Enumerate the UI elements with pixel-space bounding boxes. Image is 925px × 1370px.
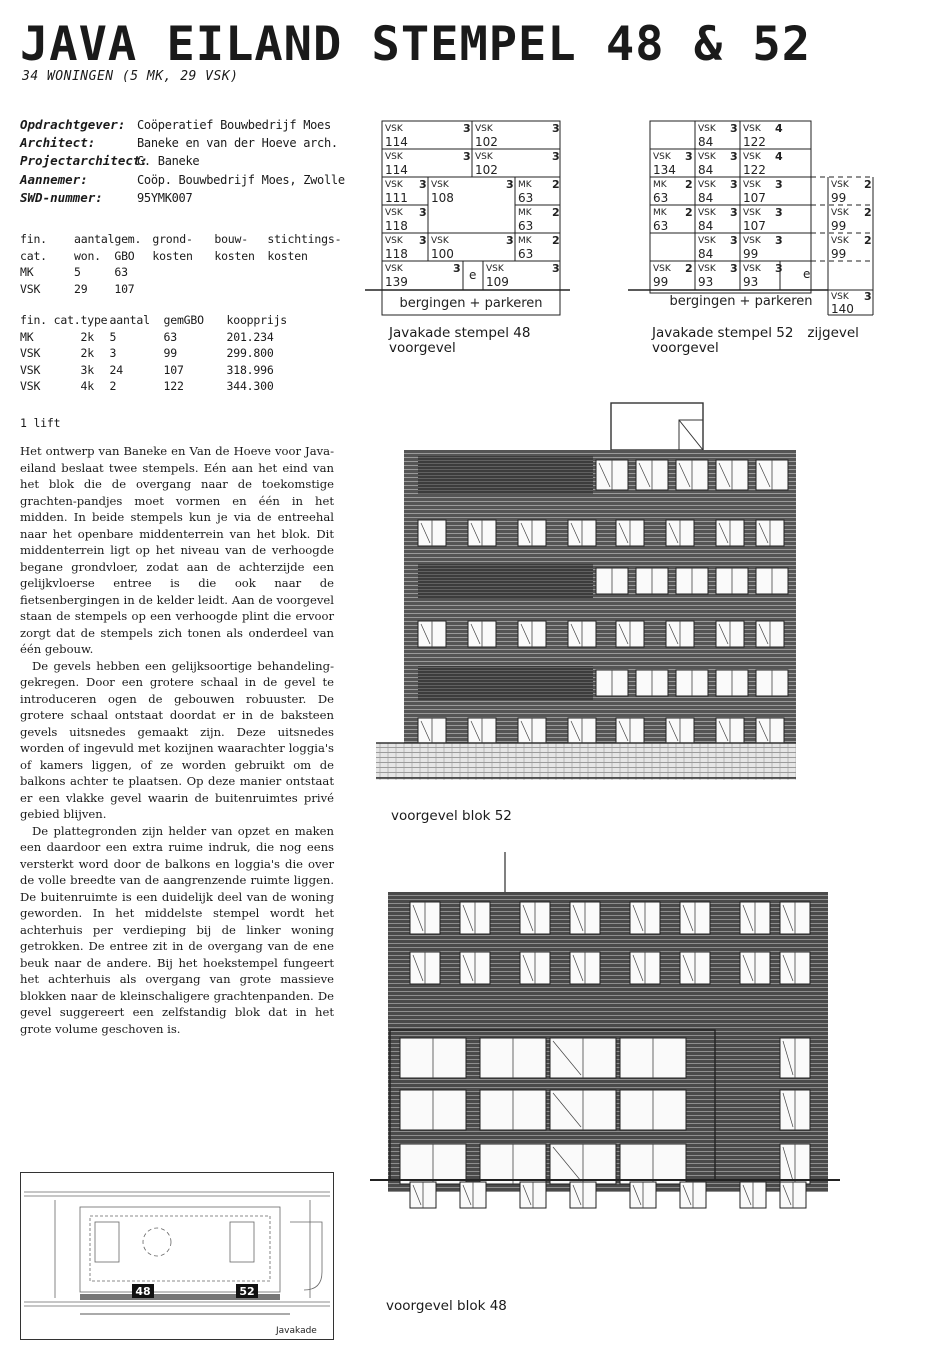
table-header: cat. <box>20 248 47 263</box>
table-cell: 107 <box>163 362 184 377</box>
credit-value: Coöp. Bouwbedrijf Moes, Zwolle <box>137 172 345 187</box>
credit-label: Projectarchitect: <box>20 153 148 169</box>
caption-line: voorgevel <box>389 340 456 356</box>
unit-cat: VSK <box>698 208 716 218</box>
base-label: bergingen + parkeren <box>669 294 813 309</box>
table-cell: 299.800 <box>226 346 274 360</box>
loggia-panel <box>418 564 593 598</box>
table-cell: 2 <box>109 379 117 393</box>
table-cell: 29 <box>74 281 88 296</box>
table-cell: 344.300 <box>226 379 274 393</box>
caption-line <box>652 326 859 341</box>
table-cell: 107 <box>114 281 135 296</box>
unit-area: 99 <box>743 247 759 261</box>
unit-cat: VSK <box>431 236 449 246</box>
credit-label: SWD-nummer: <box>20 189 103 205</box>
unit-area: 140 <box>831 302 854 316</box>
unit-area: 63 <box>653 219 669 233</box>
table-row <box>20 379 287 396</box>
credit-value: Coöperatief Bouwbedrijf Moes <box>137 118 331 132</box>
table-row <box>20 346 287 363</box>
unit-area: 114 <box>385 135 408 149</box>
unit-area: 118 <box>385 219 408 233</box>
unit-area: 99 <box>831 191 847 205</box>
unit-rooms: 3 <box>419 178 427 191</box>
unit-rooms: 3 <box>453 262 461 275</box>
table-cell: 24 <box>109 362 123 377</box>
unit-cat: VSK <box>385 208 403 218</box>
table-cell: 2k <box>80 346 94 360</box>
unit-rooms: 3 <box>775 234 783 247</box>
section-diagram-48 <box>365 118 570 327</box>
unit-cat: VSK <box>431 180 449 190</box>
table-cell: 5 <box>74 265 81 279</box>
unit-area: 134 <box>653 163 676 177</box>
credit-value: Baneke en van der Hoeve arch. <box>137 136 338 151</box>
table-cell: VSK <box>20 346 41 360</box>
unit-rooms: 2 <box>864 234 872 247</box>
table-row <box>20 330 287 347</box>
unit-rooms: 3 <box>730 262 738 275</box>
table-row <box>20 265 341 282</box>
table-header: fin. <box>20 232 47 246</box>
body-text <box>20 443 334 1037</box>
unit-rooms: 3 <box>730 122 738 135</box>
unit-rooms: 2 <box>685 206 693 219</box>
unit-cat: VSK <box>475 124 493 134</box>
unit-cat: VSK <box>385 236 403 246</box>
unit-rooms: 2 <box>685 262 693 275</box>
project-credits <box>20 116 345 207</box>
paragraph: De plattegronden zijn helder van opzet en maken een daardoor een extra ruime indruk, die nog eens versterkt word door de balkons en loggia's die over de volle breedte van de aangrenzende ruimte liggen. De buitenruimte is een duidelijk deel van de woning geworden. In het middelste stempel wordt het achterhuis per verdieping bij de linker woning getrokken. De entree zit in de overgang van de ene beuk naar de andere. Bij het hoekstempel fungeert het achterhuis als overgang van grote massieve blokken naar de kleinschaligere grachtenpanden. De gevel suggereert een zelfstandig blok dat in het grote volume geschoven is. <box>20 823 334 1036</box>
unit-cat: MK <box>518 208 532 218</box>
price-table <box>20 313 287 396</box>
unit-area: 93 <box>743 275 759 289</box>
facade-drawing-48 <box>370 852 840 1286</box>
unit-cat: VSK <box>743 180 761 190</box>
page-subtitle: 34 WONINGEN (5 MK, 29 VSK) <box>22 69 239 84</box>
caption-line: voorgevel <box>652 340 719 356</box>
table-header: kosten <box>267 248 308 263</box>
table-cell: 63 <box>114 265 128 279</box>
credit-label: Opdrachtgever: <box>20 117 126 132</box>
unit-rooms: 3 <box>506 234 514 247</box>
caption-line: Javakade stempel 48 <box>389 325 531 341</box>
table-header: gem. <box>114 232 142 246</box>
side-facade-label: zijgevel <box>807 325 859 341</box>
unit-area: 84 <box>698 191 714 205</box>
unit-cat: MK <box>653 208 667 218</box>
unit-area: 122 <box>743 163 766 177</box>
unit-rooms: 3 <box>730 178 738 191</box>
unit-area: 108 <box>431 191 454 205</box>
unit-area: 84 <box>698 135 714 149</box>
unit-cat: VSK <box>743 208 761 218</box>
unit-cat: VSK <box>653 264 671 274</box>
unit-cat: VSK <box>831 180 849 190</box>
unit-rooms: 2 <box>552 178 560 191</box>
unit-area: 114 <box>385 163 408 177</box>
unit-rooms: 3 <box>552 262 560 275</box>
unit-rooms: 3 <box>775 262 783 275</box>
unit-rooms: 2 <box>864 206 872 219</box>
table-header: bouw- <box>214 232 248 246</box>
table-cell: 201.234 <box>226 329 274 344</box>
unit-area: 109 <box>486 275 509 289</box>
table-header: grond- <box>152 232 193 246</box>
table-cell: 3 <box>109 346 117 360</box>
table-header: aantal <box>74 232 115 246</box>
credit-row <box>20 152 345 170</box>
table-cell: 122 <box>163 379 184 393</box>
table-row <box>20 363 287 380</box>
cost-table <box>20 232 341 298</box>
unit-rooms: 3 <box>419 234 427 247</box>
table-header-row <box>20 313 287 330</box>
table-header: kosten <box>152 248 193 263</box>
unit-cat: VSK <box>831 208 849 218</box>
facade-drawing-52 <box>376 398 796 784</box>
diagram-52-caption <box>652 326 859 356</box>
unit-rooms: 3 <box>730 206 738 219</box>
unit-rooms: 3 <box>730 234 738 247</box>
unit-rooms: 3 <box>463 150 471 163</box>
table-cell: 3k <box>80 362 94 377</box>
unit-cat: VSK <box>831 236 849 246</box>
unit-cat: VSK <box>698 152 716 162</box>
site-map <box>20 1172 336 1346</box>
loggia-panel <box>418 666 593 700</box>
table-header: fin. cat. <box>20 313 81 327</box>
unit-cat: VSK <box>698 124 716 134</box>
loggia-panel <box>418 456 593 494</box>
facade-52-caption: voorgevel blok 52 <box>391 808 512 824</box>
unit-area: 99 <box>653 275 669 289</box>
unit-area: 107 <box>743 191 766 205</box>
unit-area: 107 <box>743 219 766 233</box>
table-cell: 2k <box>80 329 94 344</box>
map-label-48: 48 <box>135 1285 151 1298</box>
lift-note: 1 lift <box>20 416 61 430</box>
unit-rooms: 3 <box>685 150 693 163</box>
table-header: stichtings- <box>267 232 342 246</box>
table-header: GBO <box>114 248 135 263</box>
table-cell: 4k <box>80 379 94 393</box>
unit-cat: VSK <box>698 236 716 246</box>
unit-rooms: 2 <box>685 178 693 191</box>
table-cell: 63 <box>163 329 177 344</box>
unit-area: 93 <box>698 275 714 289</box>
section-diagram-52 <box>628 118 878 327</box>
caption-text: Javakade stempel 52 <box>652 325 794 341</box>
entrance-label: e <box>803 267 811 281</box>
credit-value: G. Baneke <box>137 154 200 169</box>
unit-cat: VSK <box>743 264 761 274</box>
table-header: won. <box>74 248 101 263</box>
unit-cat: VSK <box>653 152 671 162</box>
unit-cat: MK <box>518 180 532 190</box>
table-cell: 99 <box>163 346 177 360</box>
paragraph: Het ontwerp van Baneke en Van de Hoeve voor Java-eiland beslaat twee stempels. Eén aan het eind van het blok die de overgang naar de toekomstige grachten-pandjes moet vormen en één in het midden. In beide stempels kun je via de entreehal naar het openbare middenterrein van het blok. Dit middenterrein ligt op het niveau van de verhoogde begane grondvloer, zodat aan de achterzijde een gelijkvloerse entree is die ook naar de fietsenbergingen in de kelder leidt. Aan de voorgevel staan de stempels op een verhoogde plint die ervoor zorgt dat de stempels zich tonen als onderdeel van één gebouw. <box>20 444 334 656</box>
unit-area: 100 <box>431 247 454 261</box>
unit-rooms: 3 <box>552 122 560 135</box>
unit-rooms: 3 <box>730 150 738 163</box>
base-label: bergingen + parkeren <box>399 296 543 311</box>
map-street-label: Javakade <box>276 1326 317 1336</box>
table-row <box>20 282 341 299</box>
table-header: gemGBO <box>163 313 204 327</box>
credit-value: 95YMK007 <box>137 190 193 205</box>
credit-row <box>20 189 345 207</box>
unit-area: 99 <box>831 219 847 233</box>
page-title: JAVA EILAND STEMPEL 48 & 52 <box>20 17 812 72</box>
table-cell: 5 <box>109 329 117 344</box>
credit-row <box>20 116 345 134</box>
unit-area: 118 <box>385 247 408 261</box>
unit-area: 63 <box>518 247 534 261</box>
diagram-48-caption <box>389 326 530 356</box>
unit-cat: VSK <box>486 264 504 274</box>
unit-area: 63 <box>653 191 669 205</box>
table-cell: VSK <box>20 281 41 296</box>
unit-area: 84 <box>698 163 714 177</box>
unit-cat: VSK <box>385 264 403 274</box>
credit-label: Architect: <box>20 135 96 151</box>
table-header: kosten <box>214 248 255 263</box>
unit-area: 99 <box>831 247 847 261</box>
unit-area: 102 <box>475 135 498 149</box>
map-label-52: 52 <box>239 1285 255 1298</box>
unit-cat: VSK <box>698 264 716 274</box>
unit-cat: VSK <box>385 152 403 162</box>
unit-cat: VSK <box>385 180 403 190</box>
unit-area: 102 <box>475 163 498 177</box>
unit-cat: MK <box>518 236 532 246</box>
unit-area: 122 <box>743 135 766 149</box>
unit-rooms: 3 <box>552 150 560 163</box>
unit-rooms: 3 <box>463 122 471 135</box>
facade-48-caption: voorgevel blok 48 <box>386 1298 507 1314</box>
table-header-row <box>20 232 341 249</box>
unit-rooms: 3 <box>864 290 872 303</box>
credit-row <box>20 171 345 189</box>
unit-cat: VSK <box>743 152 761 162</box>
paragraph: De gevels hebben een gelijksoortige behandeling-gekregen. Door een grotere schaal in de gevel te introduceren ogen de gebouwen robuuster. De grotere schaal ontstaat doordat er in de baksteen gevels uitsnedes gemaakt zijn. Deze uitsnedes worden of ingevuld met kozijnen waarachter loggia's of kamers liggen, of ze worden gebruikt om de balkons achter te plaatsen. Op deze manier ontstaat er een vlakke gevel waarin de buitenruimtes privé gebied blijven. <box>20 658 334 821</box>
unit-area: 84 <box>698 219 714 233</box>
unit-cat: VSK <box>698 180 716 190</box>
unit-cat: VSK <box>475 152 493 162</box>
table-cell: VSK <box>20 379 41 393</box>
table-header: type <box>80 313 108 327</box>
unit-cat: VSK <box>743 236 761 246</box>
table-cell: MK <box>20 265 34 279</box>
credit-label: Aannemer: <box>20 171 88 187</box>
unit-area: 84 <box>698 247 714 261</box>
credit-row <box>20 134 345 152</box>
unit-area: 139 <box>385 275 408 289</box>
table-cell: VSK <box>20 362 41 377</box>
unit-cat: MK <box>653 180 667 190</box>
unit-cat: VSK <box>385 124 403 134</box>
entrance-label: e <box>469 268 477 282</box>
unit-area: 63 <box>518 219 534 233</box>
table-header-row <box>20 249 341 266</box>
unit-rooms: 2 <box>552 206 560 219</box>
unit-rooms: 3 <box>419 206 427 219</box>
table-header: aantal <box>109 313 150 327</box>
table-header: koopprijs <box>226 313 288 327</box>
unit-rooms: 4 <box>775 150 783 163</box>
unit-rooms: 2 <box>552 234 560 247</box>
unit-area: 63 <box>518 191 534 205</box>
unit-cat: VSK <box>743 124 761 134</box>
unit-rooms: 3 <box>775 206 783 219</box>
unit-rooms: 3 <box>506 178 514 191</box>
unit-rooms: 2 <box>864 178 872 191</box>
unit-cat: VSK <box>831 292 849 302</box>
table-cell: MK <box>20 329 34 344</box>
table-cell: 318.996 <box>226 362 274 377</box>
unit-area: 111 <box>385 191 408 205</box>
unit-rooms: 4 <box>775 122 783 135</box>
unit-rooms: 3 <box>775 178 783 191</box>
